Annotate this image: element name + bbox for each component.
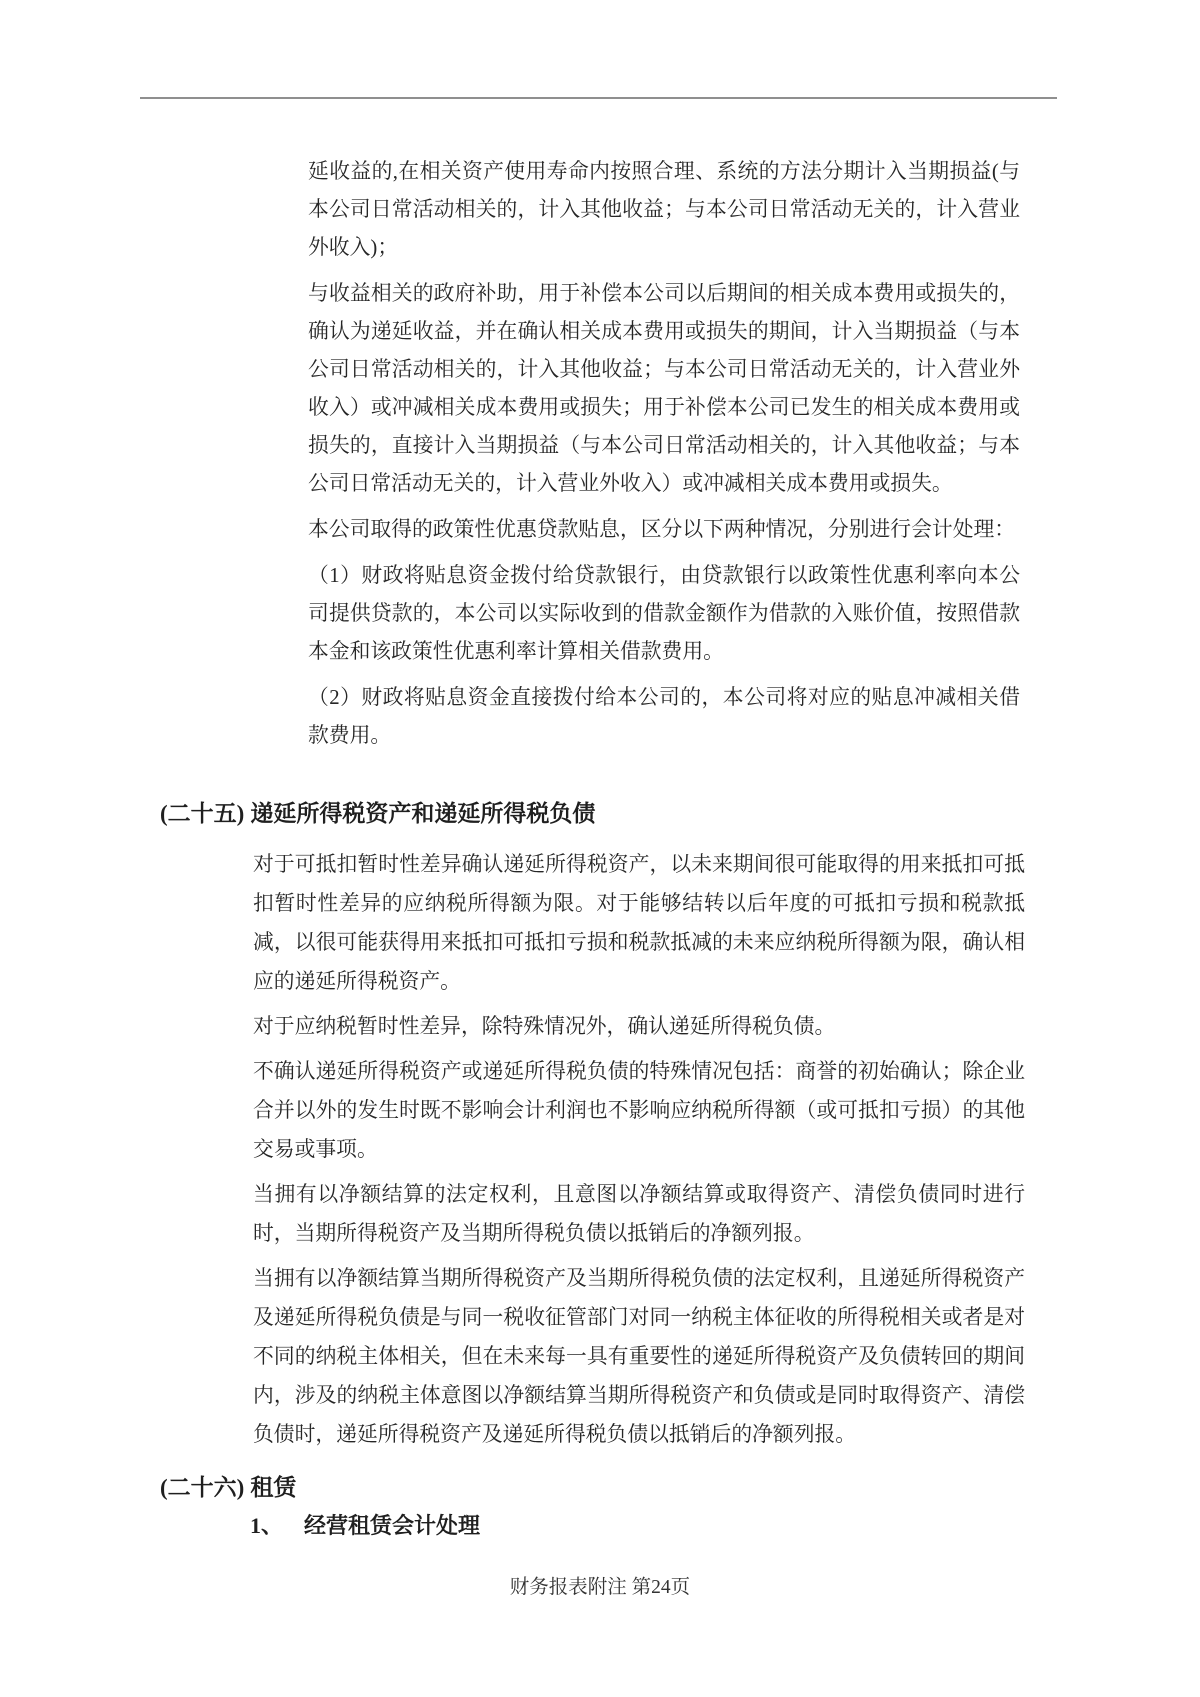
body-paragraph: （1）财政将贴息资金拨付给贷款银行，由贷款银行以政策性优惠利率向本公司提供贷款的，本公司以实际收到的借款金额作为借款的入账价值，按照借款本金和该政策性优惠利率计算相关借款费用。 xyxy=(308,564,1020,663)
body-paragraph: 对于可抵扣暂时性差异确认递延所得税资产，以未来期间很可能取得的用来抵扣可抵扣暂时性差异的应纳税所得额为限。对于能够结转以后年度的可抵扣亏损和税款抵减，以很可能获得用来抵扣可抵扣亏损和税款抵减的未来应纳税所得额为限，确认相应的递延所得税资产。 xyxy=(253,853,1025,993)
body-paragraph: 本公司取得的政策性优惠贷款贴息，区分以下两种情况，分别进行会计处理： xyxy=(308,518,1016,541)
subsection-heading xyxy=(250,1512,480,1539)
body-paragraph: 对于应纳税暂时性差异，除特殊情况外，确认递延所得税负债。 xyxy=(253,1015,836,1038)
header-rule xyxy=(140,97,1057,99)
section-title: 递延所得税资产和递延所得税负债 xyxy=(250,801,596,826)
body-paragraph: 与收益相关的政府补助，用于补偿本公司以后期间的相关成本费用或损失的，确认为递延收益，并在确认相关成本费用或损失的期间，计入当期损益（与本公司日常活动相关的，计入其他收益；与本公司日常活动无关的，计入营业外收入）或冲减相关成本费用或损失；用于补偿本公司已发生的相关成本费用或损失的，直接计入当期损益（与本公司日常活动相关的，计入其他收益；与本公司日常活动无关的，计入营业外收入）或冲减相关成本费用或损失。 xyxy=(308,282,1020,495)
section-title: 租赁 xyxy=(250,1475,297,1500)
subsection-title: 经营租赁会计处理 xyxy=(304,1513,481,1538)
body-paragraph: 当拥有以净额结算的法定权利，且意图以净额结算或取得资产、清偿负债同时进行时，当期所得税资产及当期所得税负债以抵销后的净额列报。 xyxy=(253,1183,1025,1245)
section-number: (二十五) xyxy=(160,801,245,826)
page-footer: 财务报表附注 第24页 xyxy=(509,1577,691,1598)
body-paragraph: 延收益的,在相关资产使用寿命内按照合理、系统的方法分期计入当期损益(与本公司日常活动相关的，计入其他收益；与本公司日常活动无关的，计入营业外收入)； xyxy=(308,160,1020,259)
continued-text-block xyxy=(308,153,1020,763)
section-number: (二十六) xyxy=(160,1475,245,1500)
subsection-number: 1、 xyxy=(250,1513,284,1538)
section-25-text-block xyxy=(253,845,1025,1460)
body-paragraph: （2）财政将贴息资金直接拨付给本公司的，本公司将对应的贴息冲减相关借款费用。 xyxy=(308,686,1020,747)
section-heading-25 xyxy=(160,800,595,828)
section-heading-26 xyxy=(160,1474,296,1502)
body-paragraph: 当拥有以净额结算当期所得税资产及当期所得税负债的法定权利，且递延所得税资产及递延所得税负债是与同一税收征管部门对同一纳税主体征收的所得税相关或者是对不同的纳税主体相关，但在未来每一具有重要性的递延所得税资产及负债转回的期间内，涉及的纳税主体意图以净额结算当期所得税资产和负债或是同时取得资产、清偿负债时，递延所得税资产及递延所得税负债以抵销后的净额列报。 xyxy=(253,1267,1025,1446)
body-paragraph: 不确认递延所得税资产或递延所得税负债的特殊情况包括：商誉的初始确认；除企业合并以外的发生时既不影响会计利润也不影响应纳税所得额（或可抵扣亏损）的其他交易或事项。 xyxy=(253,1060,1025,1161)
